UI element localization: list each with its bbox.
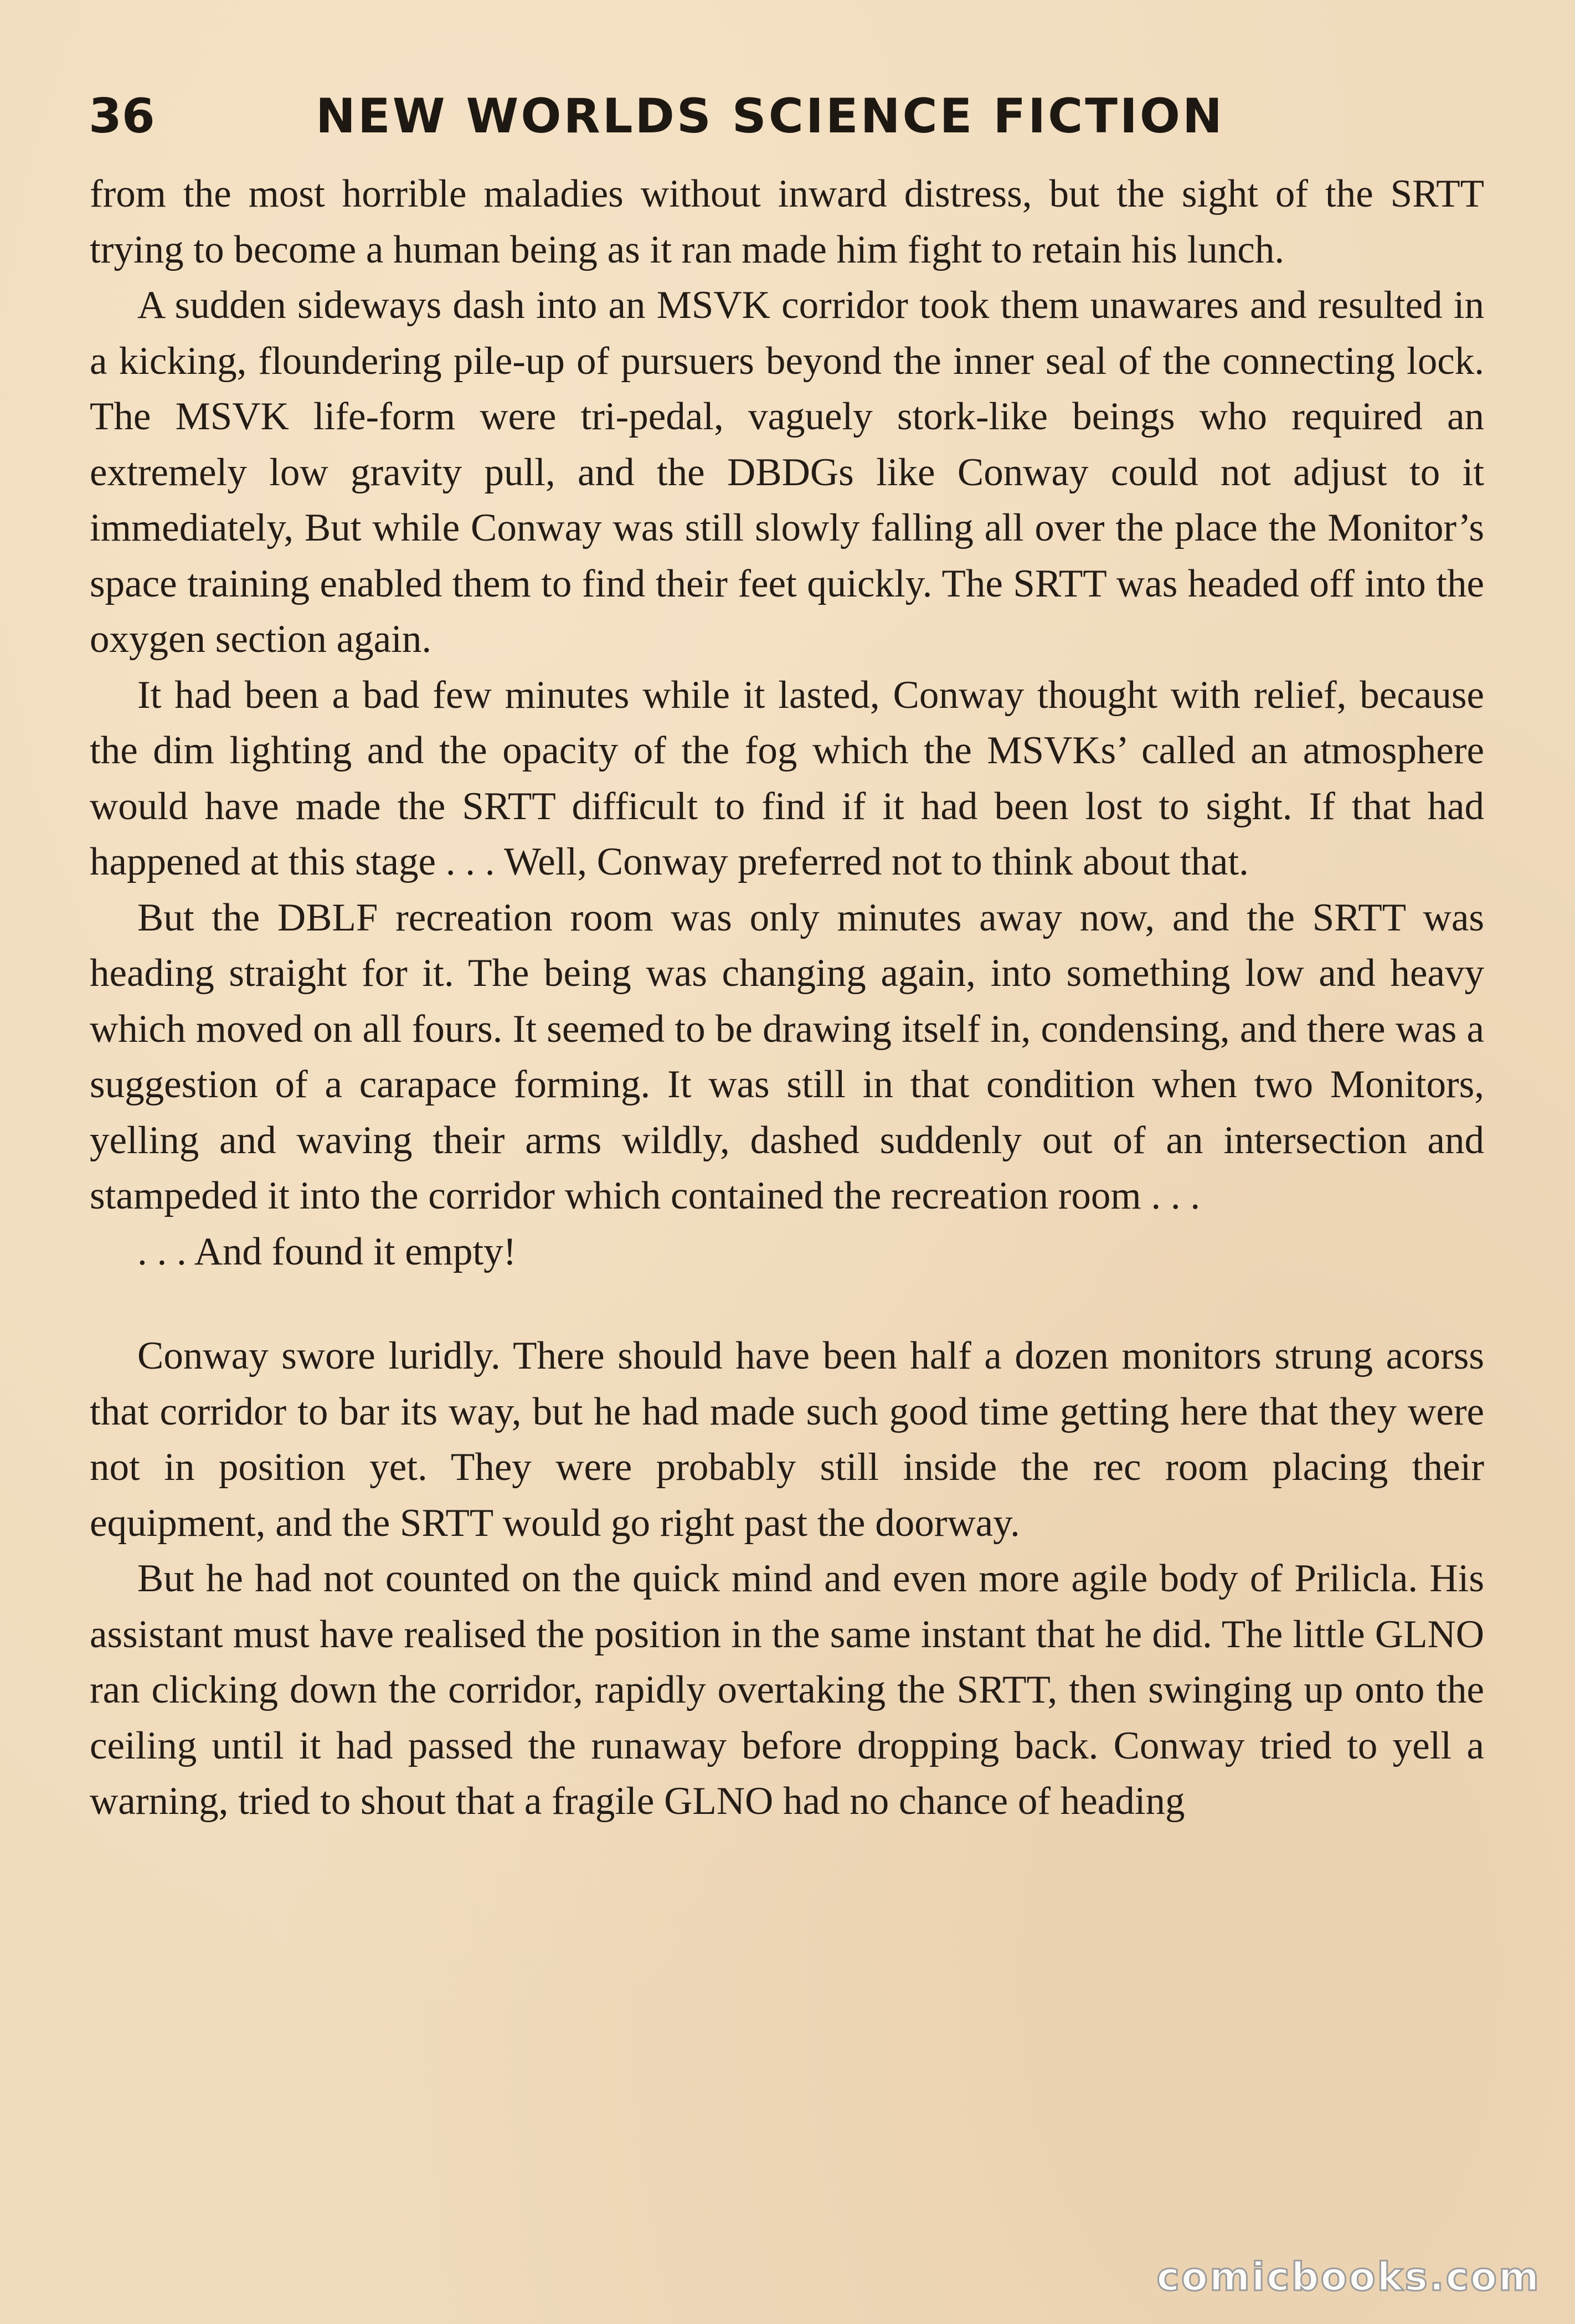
paragraph-4: But the DBLF recreation room was only minutes away now, and the SRTT was heading straight for it. The being was changing again, into something low and heavy which moved on all fours. It seemed to be drawing itself in, condensing, and there was a suggestion of a carapace forming. It was still in that condition when two Monitors, yelling and waving their arms wildly, dashed suddenly out of an intersection and stampeded it into the corridor which contained the recreation room . . . — [90, 896, 1484, 1217]
running-title: NEW WORLDS SCIENCE FICTION — [316, 89, 1224, 144]
paragraph-6: Conway swore luridly. There should have been half a dozen monitors strung acorss that corridor to bar its way, but he had made such good time getting here that they were not in position yet. They were probably still inside the rec room placing their equipment, and the SRTT would go right past the doorway. — [90, 1334, 1484, 1545]
story-text — [90, 166, 1484, 1829]
paragraph-1: from the most horrible maladies without inward distress, but the sight of the SRTT trying to become a human being as it ran made him fight to retain his lunch. — [90, 172, 1484, 271]
paragraph-2: A sudden sideways dash into an MSVK corridor took them unawares and resulted in a kicking, floundering pile-up of pursuers beyond the inner seal of the connecting lock. The MSVK life-form were tri-pedal, vaguely stork-like beings who required an extremely low gravity pull, and the DBDGs like Conway could not adjust to it immediately, But while Conway was still slowly falling all over the place the Monitor’s space training enabled them to find their feet quickly. The SRTT was headed off into the oxygen section again. — [90, 284, 1484, 661]
site-watermark: comicbooks.com — [1156, 2254, 1541, 2300]
page-number: 36 — [89, 89, 155, 144]
section-break — [90, 1279, 1484, 1328]
paragraph-5: . . . And found it empty! — [137, 1230, 517, 1273]
paragraph-7: But he had not counted on the quick mind and even more agile body of Prilicla. His assistant must have realised the position in the same instant that he did. The little GLNO ran clicking down the corridor, rapidly overtaking the SRTT, then swinging up onto the ceiling until it had passed the runaway before dropping back. Conway tried to yell a warning, tried to shout that a fragile GLNO had no chance of heading — [90, 1557, 1484, 1823]
paragraph-3: It had been a bad few minutes while it lasted, Conway thought with relief, because the dim lighting and the opacity of the fog which the MSVKs’ called an atmosphere would have made the SRTT difficult to find if it had been lost to sight. If that had happened at this stage . . . Well, Conway preferred not to think about that. — [90, 673, 1484, 883]
page-header — [89, 83, 1484, 150]
